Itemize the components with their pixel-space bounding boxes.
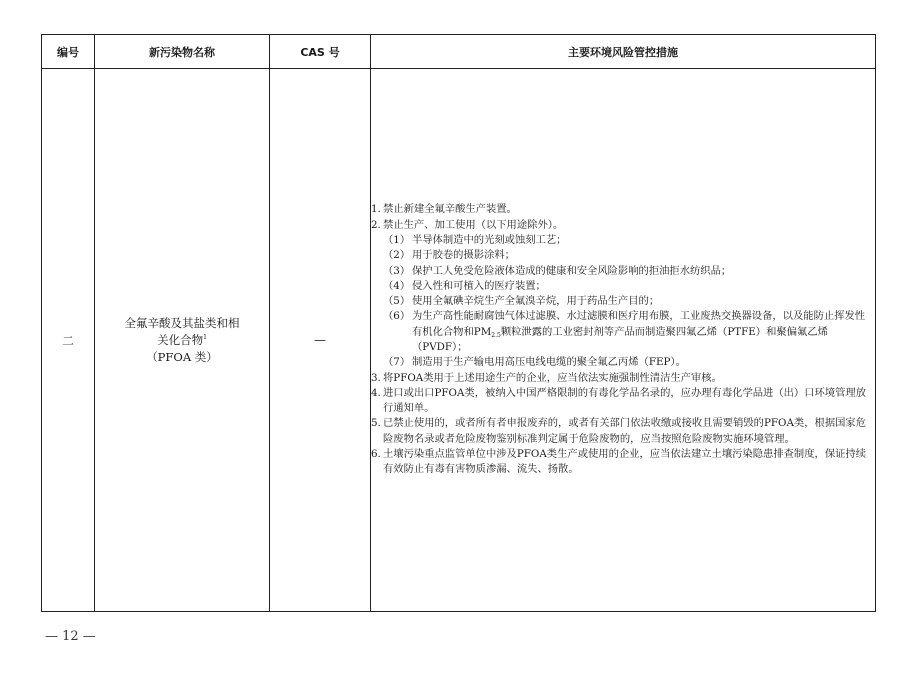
sub-text: 保护工人免受危险液体造成的健康和安全风险影响的拒油拒水纺织品； [412, 264, 732, 277]
row-pollutant-name [95, 69, 270, 612]
sub-number: （5） [383, 295, 411, 308]
measure-sub-item-2 [371, 248, 875, 263]
row-risk-measures [371, 69, 876, 612]
sub-number: （2） [383, 249, 411, 262]
table-row [42, 69, 876, 612]
measure-number: 6. [371, 448, 381, 461]
page-number: — 12 — [45, 629, 96, 644]
measure-item-3 [371, 371, 875, 386]
pm-subscript: 2.5 [491, 331, 501, 339]
measure-item-4 [371, 386, 875, 417]
measure-number: 3. [371, 371, 381, 384]
measure-text: 将PFOA类用于上述用途生产的企业，应当依法实施强制性清洁生产审核。 [383, 371, 722, 384]
measure-item-6 [371, 447, 875, 478]
row-number: 二 [42, 69, 95, 612]
measure-item-2 [371, 218, 875, 233]
measure-text: 禁止新建全氟辛酸生产装置。 [383, 203, 517, 216]
header-number: 编号 [42, 35, 95, 69]
header-pollutant-name: 新污染物名称 [95, 35, 270, 69]
row-cas-number: — [270, 69, 371, 612]
name-line-3: （PFOA 类） [146, 349, 218, 364]
measure-item-1 [371, 202, 875, 217]
pollutant-table [41, 34, 876, 612]
sub-text-before: 为生产高性能耐腐蚀气体过滤膜、水过滤膜和医疗用布膜，工业废热交换器设备，以及能防止挥发性有机化合物和PM [412, 310, 866, 338]
measure-sub-item-4 [371, 279, 875, 294]
sub-text: 用于胶卷的摄影涂料； [412, 249, 515, 262]
name-line-2 [95, 332, 269, 349]
measure-sub-item-5 [371, 294, 875, 309]
table-header-row [42, 35, 876, 69]
measure-item-5 [371, 416, 875, 447]
measure-sub-item-1 [371, 233, 875, 248]
sub-text: 制造用于生产输电用高压电线电缆的聚全氟乙丙烯（FEP）。 [412, 356, 686, 369]
sub-number: （4） [383, 279, 411, 292]
sub-number: （7） [383, 356, 411, 369]
measure-text: 禁止生产、加工使用（以下用途除外）。 [383, 218, 564, 231]
measure-text: 进口或出口PFOA类，被纳入中国严格限制的有毒化学品名录的，应办理有毒化学品进（出）口环境管理放行通知单。 [383, 386, 867, 415]
sub-text: 使用全氟碘辛烷生产全氟溴辛烷，用于药品生产目的； [412, 295, 660, 308]
sub-text [412, 309, 875, 355]
sub-text: 半导体制造中的光刻或蚀刻工艺； [412, 233, 567, 246]
sub-number: （1） [383, 233, 411, 246]
sub-text: 侵入性和可植入的医疗装置； [412, 279, 546, 292]
measure-number: 4. [371, 386, 381, 399]
sub-text-after: 颗粒泄露的工业密封剂等产品而制造聚四氟乙烯（PTFE）和聚偏氟乙烯（PVDF）； [412, 325, 828, 353]
header-risk-measures: 主要环境风险管控措施 [371, 35, 876, 69]
measure-text: 土壤污染重点监管单位中涉及PFOA类生产或使用的企业，应当依法建立土壤污染隐患排查制度，保证持续有效防止有毒有害物质渗漏、流失、扬散。 [383, 448, 867, 476]
name-line-1: 全氟辛酸及其盐类和相 [124, 315, 240, 330]
measure-number: 2. [371, 218, 381, 231]
measure-sub-item-7 [371, 355, 875, 370]
footnote-marker: 1 [203, 333, 207, 341]
measure-number: 1. [371, 203, 381, 216]
measure-text: 已禁止使用的，或者所有者申报废弃的，或者有关部门依法收缴或接收且需要销毁的PFOA类，根据国家危险废物名录或者危险废物鉴别标准判定属于危险废物的，应当按照危险废物实施环境管理。 [383, 417, 867, 445]
sub-number: （3） [383, 264, 411, 277]
name-line-2-text: 关化合物 [157, 332, 204, 347]
sub-number: （6） [383, 310, 411, 323]
measure-number: 5. [371, 417, 381, 430]
header-cas-number: CAS 号 [270, 35, 371, 69]
measure-sub-item-6 [371, 309, 875, 355]
measure-sub-item-3 [371, 264, 875, 279]
